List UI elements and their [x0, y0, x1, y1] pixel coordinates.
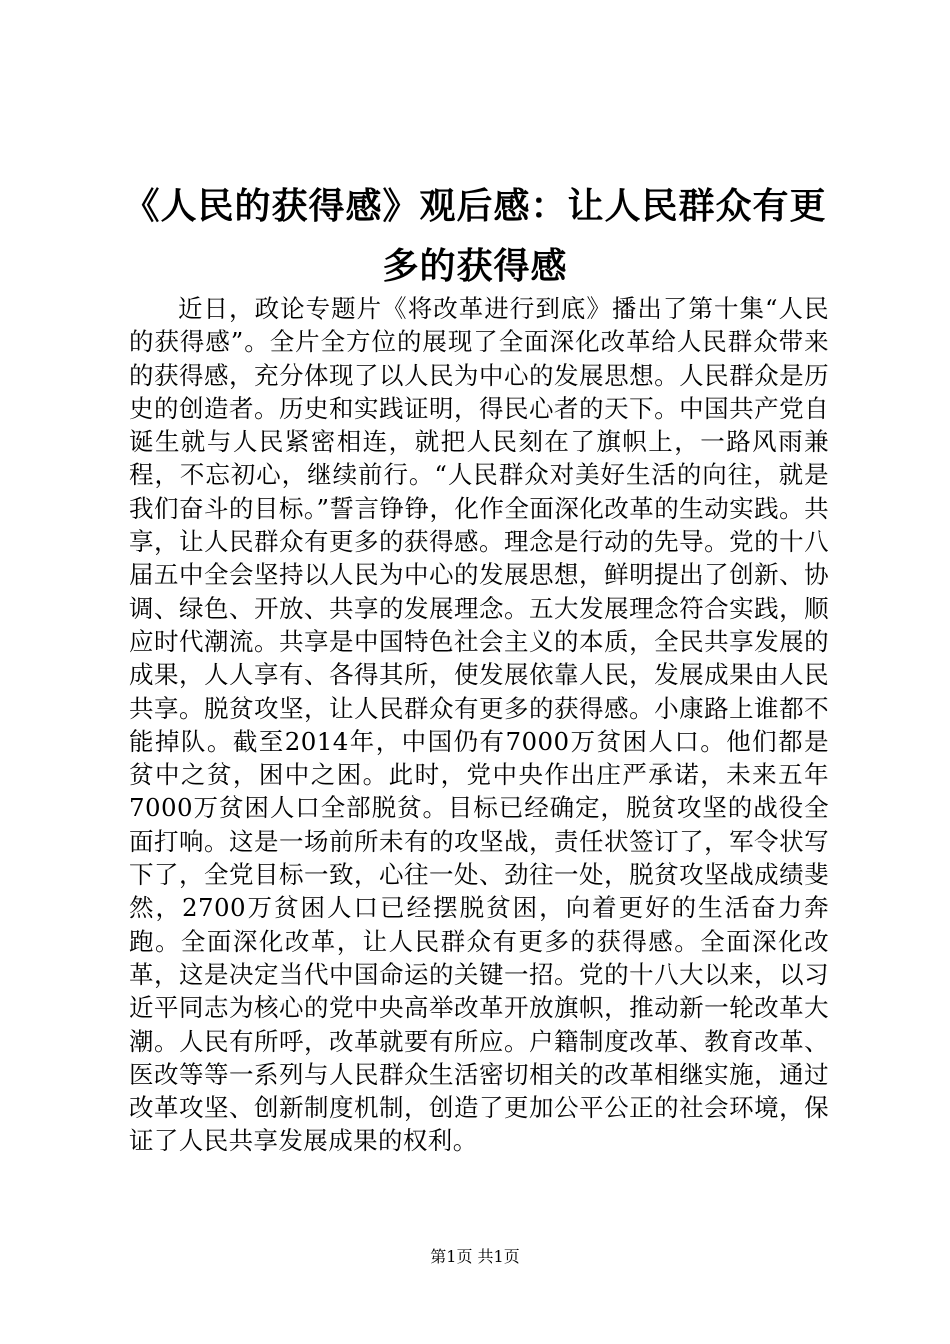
- document-body-paragraph: 近日，政论专题片《将改革进行到底》播出了第十集“人民的获得感”。全片全方位的展现了全面深化改革给人民群众带来的获得感，充分体现了以人民为中心的发展思想。人民群众是历史的创造者。历史和实践证明，得民心者的天下。中国共产党自诞生就与人民紧密相连，就把人民刻在了旗帜上，一路风雨兼程，不忘初心，继续前行。“人民群众对美好生活的向往，就是我们奋斗的目标。”誓言铮铮，化作全面深化改革的生动实践。共享，让人民群众有更多的获得感。理念是行动的先导。党的十八届五中全会坚持以人民为中心的发展思想，鲜明提出了创新、协调、绿色、开放、共享的发展理念。五大发展理念符合实践，顺应时代潮流。共享是中国特色社会主义的本质，全民共享发展的成果，人人享有、各得其所，使发展依靠人民，发展成果由人民共享。脱贫攻坚，让人民群众有更多的获得感。小康路上谁都不能掉队。截至2014年，中国仍有7000万贫困人口。他们都是贫中之贫，困中之困。此时，党中央作出庄严承诺，未来五年7000万贫困人口全部脱贫。目标已经确定，脱贫攻坚的战役全面打响。这是一场前所未有的攻坚战，责任状签订了，军令状写下了，全党目标一致，心往一处、劲往一处，脱贫攻坚战成绩斐然，2700万贫困人口已经摆脱贫困，向着更好的生活奋力奔跑。全面深化改革，让人民群众有更多的获得感。全面深化改革，这是决定当代中国命运的关键一招。党的十八大以来，以习近平同志为核心的党中央高举改革开放旗帜，推动新一轮改革大潮。人民有所呼，改革就要有所应。户籍制度改革、教育改革、医改等等一系列与人民群众生活密切相关的改革相继实施，通过改革攻坚、创新制度机制，创造了更加公平公正的社会环境，保证了人民共享发展成果的权利。: [129, 294, 829, 1156]
- document-title: 《人民的获得感》观后感：让人民群众有更多的获得感: [123, 185, 827, 287]
- page-footer: 第1页 共1页: [430, 1247, 520, 1266]
